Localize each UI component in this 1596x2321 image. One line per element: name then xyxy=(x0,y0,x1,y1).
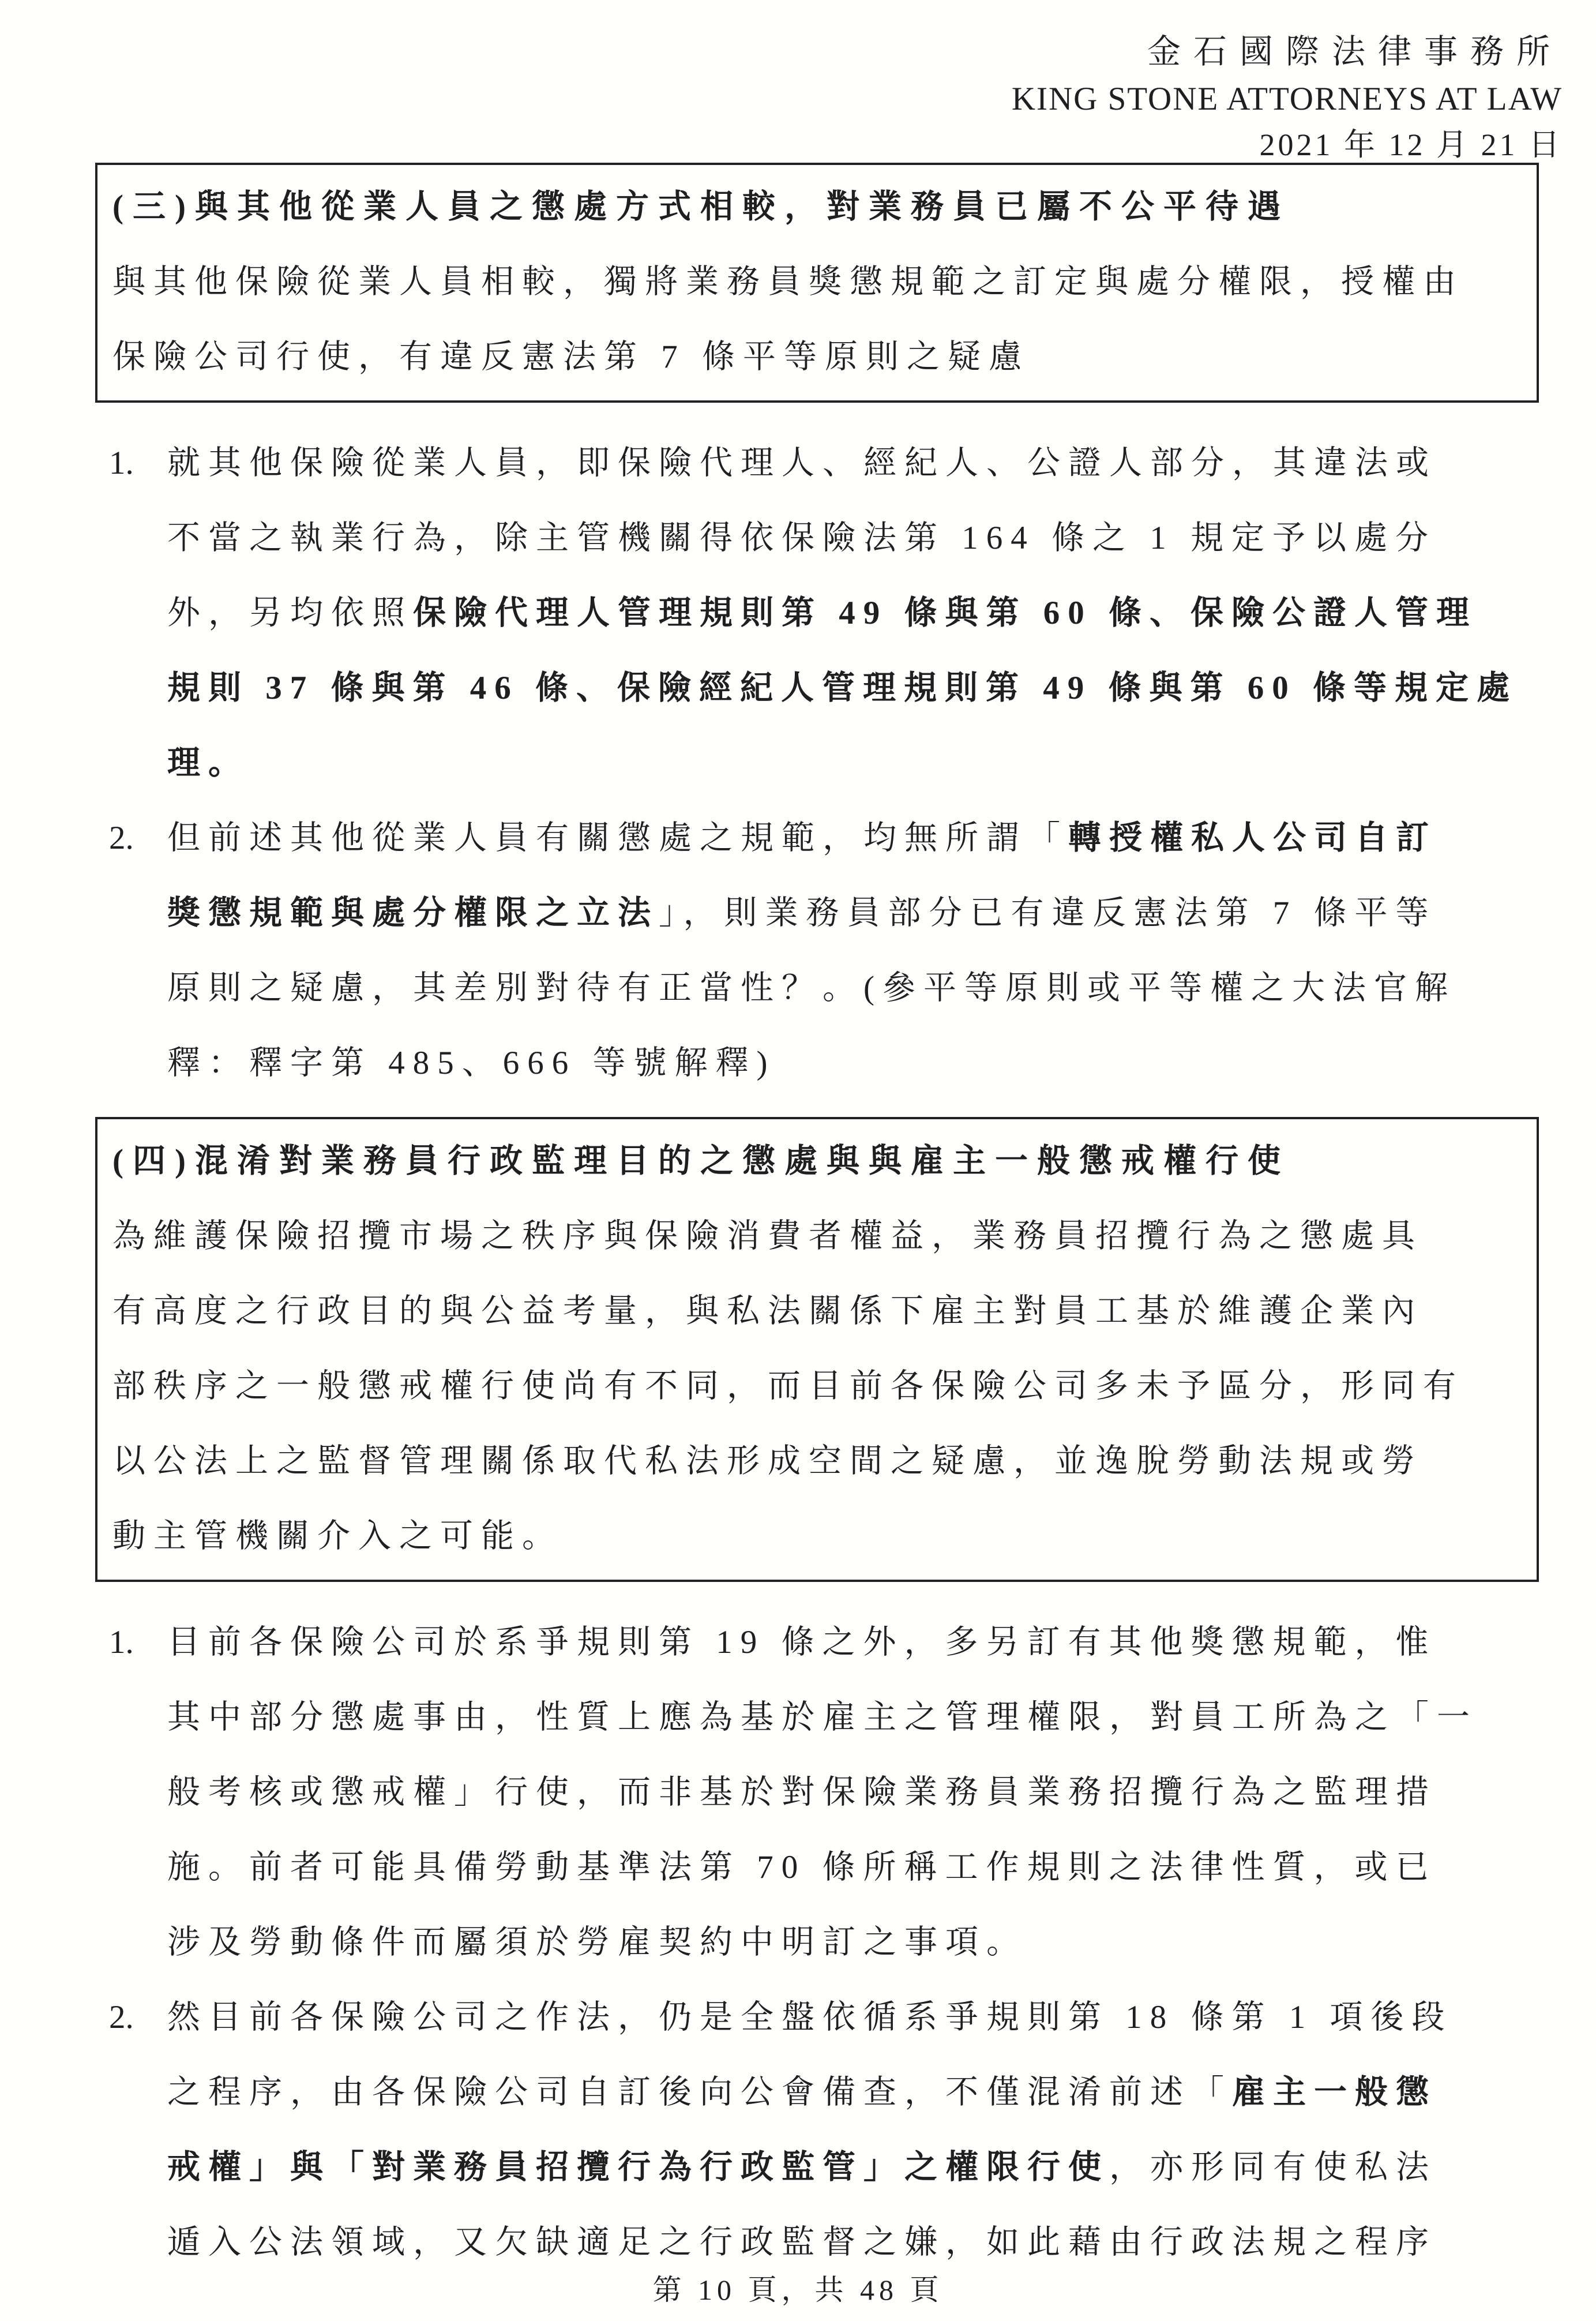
section-title-line xyxy=(112,1124,1522,1199)
bold-text-run: 戒權」與「對業務員招攬行為行政監管」之權限行使 xyxy=(167,2149,1109,2185)
section-3-list xyxy=(95,426,1539,1101)
text-line xyxy=(167,876,1539,951)
text-run: 施。前者可能具備勞動基準法第 70 條所稱工作規則之法律性質，或已 xyxy=(167,1849,1437,1885)
text-run: 釋：釋字第 485、666 等號解釋) xyxy=(167,1045,776,1081)
list-item xyxy=(95,426,1539,801)
text-run: 為維護保險招攬市場之秩序與保險消費者權益，業務員招攬行為之懲處具 xyxy=(112,1218,1423,1254)
text-line xyxy=(112,1274,1522,1349)
text-run: 動主管機關介入之可能。 xyxy=(112,1518,563,1554)
text-line xyxy=(112,245,1522,320)
text-line xyxy=(167,1980,1539,2055)
text-line xyxy=(167,726,1539,801)
item-number: 1. xyxy=(109,1624,134,1660)
text-line xyxy=(167,801,1539,876)
bold-text-run: 雇主一般懲 xyxy=(1232,2074,1437,2110)
section-4-list xyxy=(95,1605,1539,2280)
text-run: 部秩序之一般懲戒權行使尚有不同，而目前各保險公司多未予區分，形同有 xyxy=(112,1368,1464,1404)
text-run: 之程序，由各保險公司自訂後向公會備查，不僅混淆前述「 xyxy=(167,2074,1232,2110)
text-run: 遁入公法領域，又欠缺適足之行政監督之嫌，如此藉由行政法規之程序 xyxy=(167,2224,1437,2260)
text-line xyxy=(167,2055,1539,2130)
text-run: ，亦形同有使私法 xyxy=(1109,2149,1437,2185)
text-run: 以公法上之監督管理關係取代私法形成空間之疑慮，並逸脫勞動法規或勞 xyxy=(112,1443,1423,1479)
bold-text-run: 保險代理人管理規則第 49 條與第 60 條、保險公證人管理 xyxy=(413,595,1477,631)
text-line xyxy=(167,426,1539,501)
text-run: 目前各保險公司於系爭規則第 19 條之外，多另訂有其他獎懲規範，惟 xyxy=(167,1624,1437,1660)
page-number: 第 10 頁，共 48 頁 xyxy=(652,2274,944,2306)
section-4-box xyxy=(95,1117,1539,1582)
text-run: 原則之疑慮，其差別對待有正當性？。(參平等原則或平等權之大法官解 xyxy=(167,970,1456,1006)
bold-text-run: (三)與其他從業人員之懲處方式相較，對業務員已屬不公平待遇 xyxy=(112,189,1290,225)
bold-text-run: 轉授權私人公司自訂 xyxy=(1068,820,1437,856)
text-line xyxy=(112,1199,1522,1274)
bold-text-run: 理。 xyxy=(167,745,249,781)
firm-name-zh: 金石國際法律事務所 xyxy=(1147,33,1563,70)
text-run: 與其他保險從業人員相較，獨將業務員獎懲規範之訂定與處分權限，授權由 xyxy=(112,264,1464,300)
item-text xyxy=(167,801,1539,1101)
section-title-line xyxy=(112,170,1522,245)
item-text xyxy=(167,426,1539,801)
bold-text-run: 規則 37 條與第 46 條、保險經紀人管理規則第 49 條與第 60 條等規定處 xyxy=(167,670,1518,706)
document-body xyxy=(95,163,1539,2296)
text-line xyxy=(167,1605,1539,1680)
text-run: 其中部分懲處事由，性質上應為基於雇主之管理權限，對員工所為之「一 xyxy=(167,1699,1478,1735)
text-run: 涉及勞動條件而屬須於勞雇契約中明訂之事項。 xyxy=(167,1924,1027,1960)
letterhead xyxy=(1012,28,1563,167)
bold-text-run: 獎懲規範與處分權限之立法 xyxy=(167,895,659,931)
bold-text-run: (四)混淆對業務員行政監理目的之懲處與與雇主一般懲戒權行使 xyxy=(112,1143,1290,1179)
item-number: 1. xyxy=(109,445,134,481)
text-line xyxy=(112,1499,1522,1574)
page-footer xyxy=(0,2267,1596,2308)
text-run: 就其他保險從業人員，即保險代理人、經紀人、公證人部分，其違法或 xyxy=(167,445,1437,481)
text-line xyxy=(167,501,1539,576)
text-run: 外，另均依照 xyxy=(167,595,413,631)
text-line xyxy=(112,320,1522,395)
text-line xyxy=(167,2130,1539,2205)
list-item xyxy=(95,1980,1539,2280)
text-run: 」，則業務員部分已有違反憲法第 7 條平等 xyxy=(659,895,1437,931)
text-line xyxy=(167,1680,1539,1755)
text-run: 然目前各保險公司之作法，仍是全盤依循系爭規則第 18 條第 1 項後段 xyxy=(167,1999,1453,2035)
text-run: 般考核或懲戒權」行使，而非基於對保險業務員業務招攬行為之監理措 xyxy=(167,1774,1437,1810)
item-text xyxy=(167,1980,1539,2280)
text-line xyxy=(167,1830,1539,1905)
text-line xyxy=(112,1424,1522,1499)
item-text xyxy=(167,1605,1539,1980)
item-number: 2. xyxy=(109,1999,134,2035)
firm-name-en: KING STONE ATTORNEYS AT LAW xyxy=(1011,81,1563,117)
text-run: 但前述其他從業人員有關懲處之規範，均無所謂「 xyxy=(167,820,1068,856)
document-date: 2021 年 12 月 21 日 xyxy=(1259,128,1563,162)
text-line xyxy=(167,651,1539,726)
text-run: 有高度之行政目的與公益考量，與私法關係下雇主對員工基於維護企業內 xyxy=(112,1293,1423,1329)
section-3-box xyxy=(95,163,1539,403)
text-line xyxy=(167,1905,1539,1980)
text-line xyxy=(167,1755,1539,1830)
text-run: 保險公司行使，有違反憲法第 7 條平等原則之疑慮 xyxy=(112,339,1030,375)
item-number: 2. xyxy=(109,820,134,856)
list-item xyxy=(95,801,1539,1101)
text-line xyxy=(167,1026,1539,1101)
list-item xyxy=(95,1605,1539,1980)
text-run: 不當之執業行為，除主管機關得依保險法第 164 條之 1 規定予以處分 xyxy=(167,520,1436,556)
text-line xyxy=(112,1349,1522,1424)
text-line xyxy=(167,951,1539,1026)
text-line xyxy=(167,576,1539,651)
